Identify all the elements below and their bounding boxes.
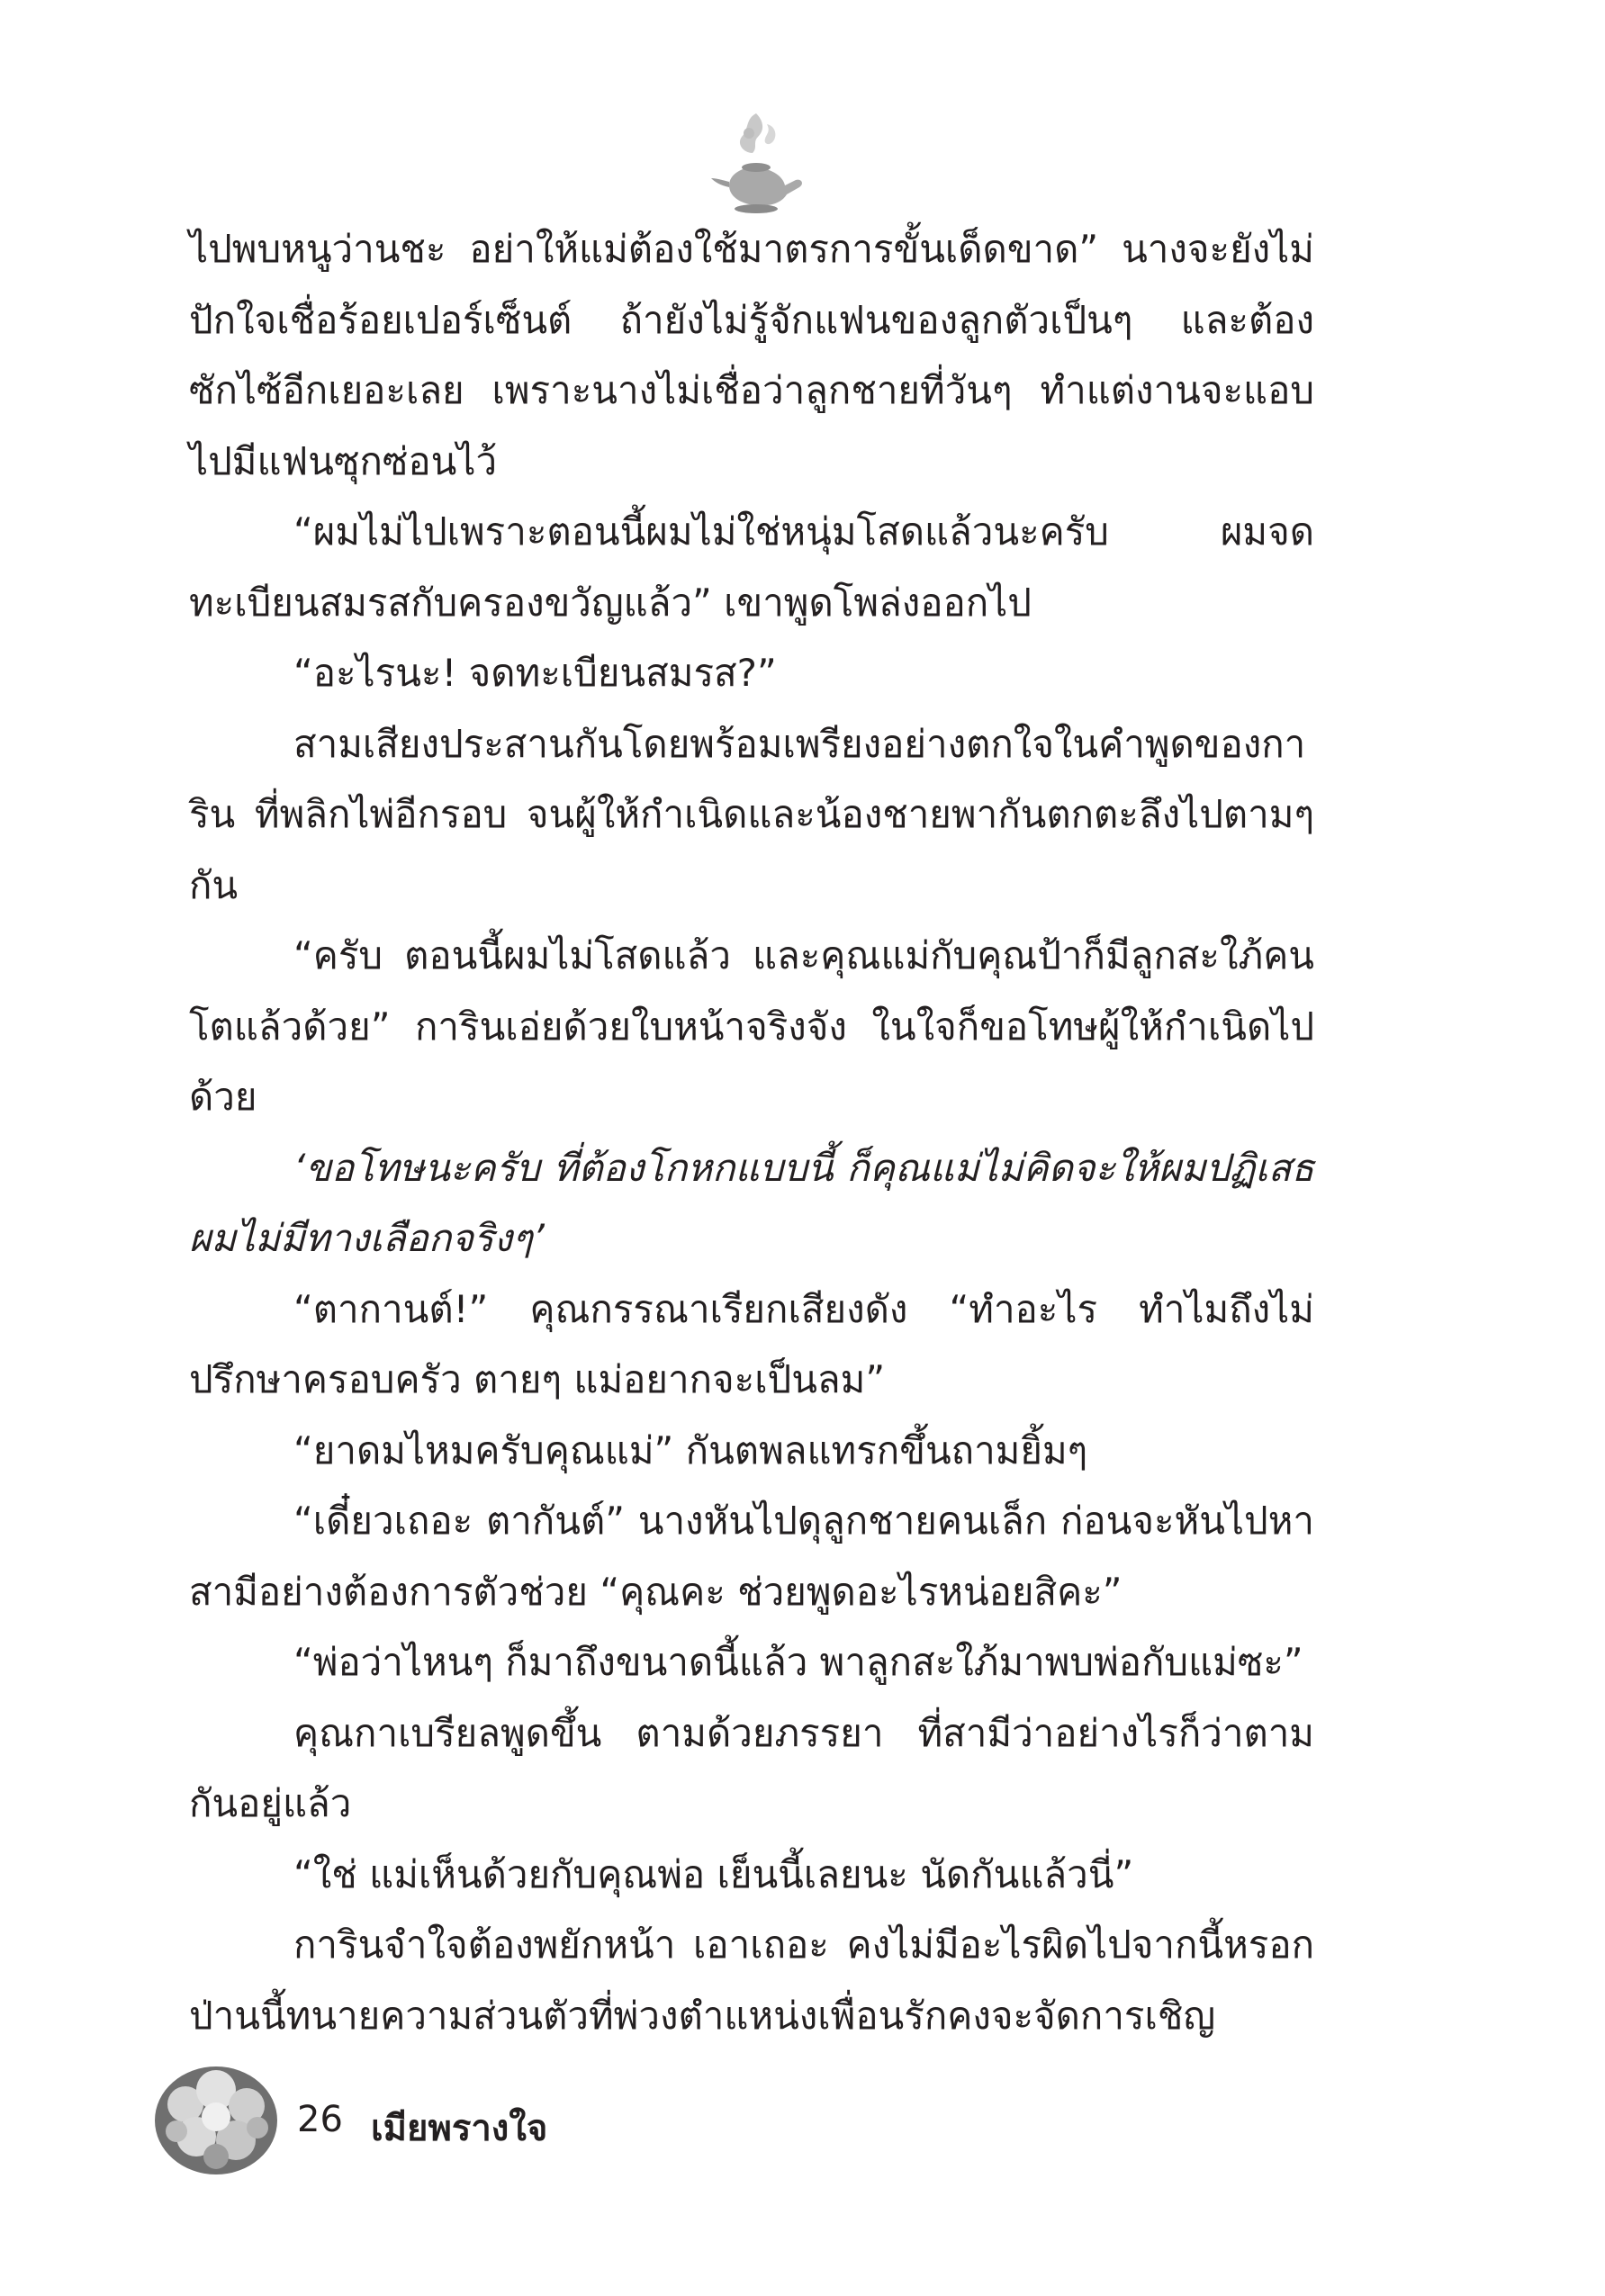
page-number: 26 [297, 2099, 343, 2140]
paragraph-inner-thought: ‘ขอโทษนะครับ ที่ต้องโกหกแบบนี้ ก็คุณแม่ไม่คิดจะให้ผมปฏิเสธ ผมไม่มีทางเลือกจริงๆ’ [189, 1145, 1314, 1260]
paragraph: “เดี๋ยวเถอะ ตากันต์” นางหันไปดุลูกชายคนเล็ก ก่อนจะหันไปหาสามีอย่างต้องการตัวช่วย “คุณคะ ช่วยพูดอะไรหน่อยสิคะ” [189, 1499, 1314, 1614]
paragraph: คุณกาเบรียลพูดขึ้น ตามด้วยภรรยา ที่สามีว่าอย่างไรก็ว่าตามกันอยู่แล้ว [189, 1710, 1314, 1825]
paragraph: “พ่อว่าไหนๆ ก็มาถึงขนาดนี้แล้ว พาลูกสะใภ้มาพบพ่อกับแม่ซะ” [293, 1640, 1303, 1684]
book-title: เมียพรางใจ [371, 2108, 548, 2149]
paragraph: การินจำใจต้องพยักหน้า เอาเถอะ คงไม่มีอะไรผิดไปจากนี้หรอกป่านนี้ทนายความส่วนตัวที่พ่วงตำแหน่งเพื่อนรักคงจะจัดการเชิญ [189, 1922, 1314, 2038]
paragraph: “ครับ ตอนนี้ผมไม่โสดแล้ว และคุณแม่กับคุณป้าก็มีลูกสะใภ้คนโตแล้วด้วย” การินเอ่ยด้วยใบหน้าจริงจัง ในใจก็ขอโทษผู้ให้กำเนิดไปด้วย [189, 933, 1314, 1119]
flower-icon [149, 2059, 284, 2185]
body-text [189, 214, 1314, 2051]
paragraph: “ใช่ แม่เห็นด้วยกับคุณพ่อ เย็นนี้เลยนะ นัดกันแล้วนี่” [293, 1851, 1134, 1896]
page-footer [144, 2059, 774, 2185]
paragraph: “ยาดมไหมครับคุณแม่” กันตพลแทรกขึ้นถามยิ้มๆ [293, 1427, 1088, 1472]
genie-lamp-icon [702, 106, 810, 223]
paragraph: สามเสียงประสานกันโดยพร้อมเพรียงอย่างตกใจในคำพูดของการิน ที่พลิกไพ่อีกรอบ จนผู้ให้กำเนิดและน้องชายพากันตกตะลึงไปตามๆ กัน [189, 721, 1314, 907]
paragraph: “อะไรนะ! จดทะเบียนสมรส?” [293, 651, 777, 695]
paragraph: “ผมไม่ไปเพราะตอนนี้ผมไม่ใช่หนุ่มโสดแล้วนะครับ ผมจดทะเบียนสมรสกับครองขวัญแล้ว” เขาพูดโพล่งออกไป [189, 509, 1314, 625]
paragraph: “ตากานต์!” คุณกรรณาเรียกเสียงดัง “ทำอะไร ทำไมถึงไม่ปรึกษาครอบครัว ตายๆ แม่อยากจะเป็นลม” [189, 1286, 1314, 1401]
paragraph: ไปพบหนูว่านชะ อย่าให้แม่ต้องใช้มาตรการขั้นเด็ดขาด” นางจะยังไม่ปักใจเชื่อร้อยเปอร์เซ็นต์ ถ้ายังไม่รู้จักแฟนของลูกตัวเป็นๆ และต้องซักไซ้อีกเยอะเลย เพราะนางไม่เชื่อว่าลูกชายที่วันๆ ทำแต่งานจะแอบไปมีแฟนซุกซ่อนไว้ [189, 227, 1314, 483]
